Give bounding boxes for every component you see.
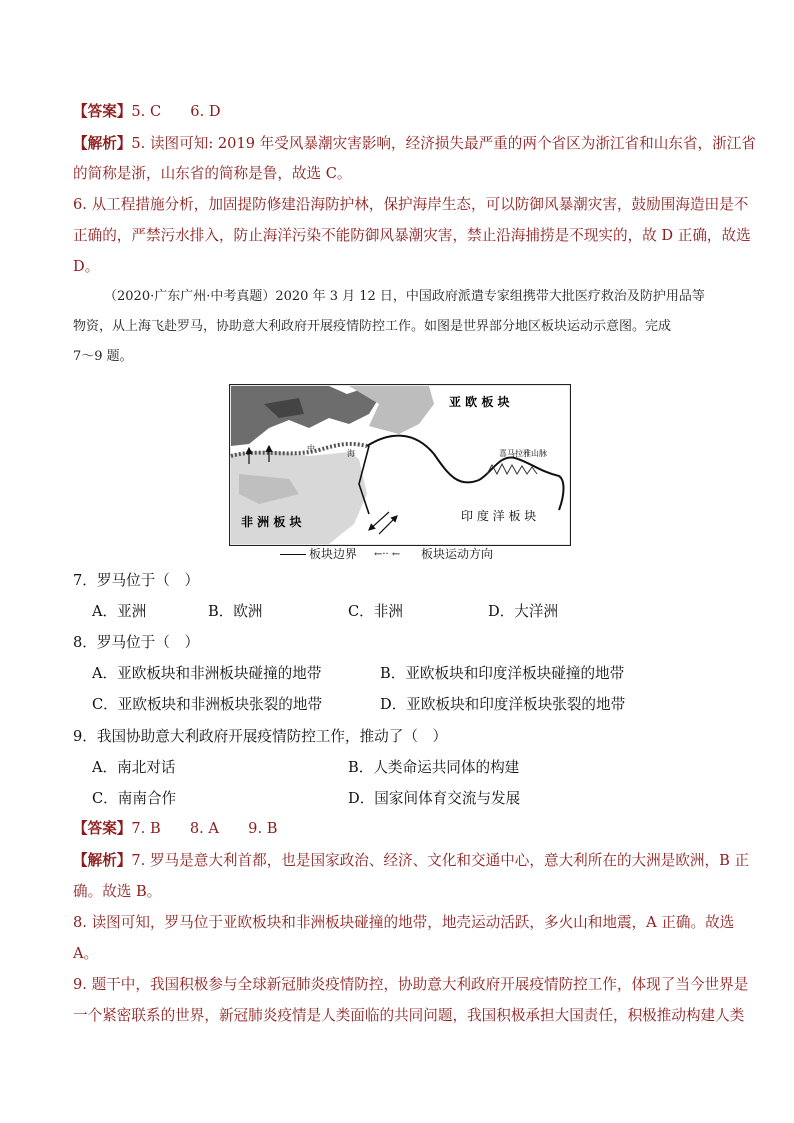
question-7-stem: 7．罗马位于（ ） (73, 572, 200, 589)
sea-label-3: 地 (279, 435, 287, 444)
question-9-option-c[interactable]: C．南南合作 (92, 790, 177, 807)
analysis-2-line-2: 确。故选 B。 (73, 883, 162, 900)
legend-boundary-label: 板块边界 (309, 547, 358, 561)
answer-line-2 (73, 818, 734, 840)
answer-text-2: 7. B 8. A 9. B (131, 820, 278, 837)
legend-direction-swatch: ←·· ← (374, 549, 401, 560)
legend-direction-label: 板块运动方向 (421, 547, 494, 561)
legend-boundary (280, 545, 357, 562)
answer-text: 5. C 6. D (131, 103, 221, 120)
question-7-option-c[interactable]: C．非洲 (348, 603, 403, 620)
analysis-1-line-5: D。 (73, 258, 100, 275)
answer-line-1 (73, 101, 734, 123)
question-7-option-b[interactable]: B．欧洲 (208, 603, 263, 620)
question-intro-line-3: 7～9 题。 (73, 349, 133, 364)
analysis-2-line-3: 8. 读图可知，罗马位于亚欧板块和非洲板块碰撞的地带，地壳运动活跃，多火山和地震，A 正确。故选 (73, 914, 735, 931)
answer-label: 【答案】 (73, 103, 132, 120)
eurasian-plate-label: 亚 欧 板 块 (449, 395, 510, 409)
analysis-2-text: 7. 罗马是意大利首都，也是国家政治、经济、文化和交通中心，意大利所在的大洲是欧洲，B 正 (131, 852, 750, 869)
question-intro-line-2: 物资，从上海飞赴罗马，协助意大利政府开展疫情防控工作。如图是世界部分地区板块运动示意图。完成 (73, 319, 672, 334)
question-8-option-d[interactable]: D．亚欧板块和印度洋板块张裂的地带 (380, 696, 626, 713)
analysis-label-2: 【解析】 (73, 852, 132, 869)
analysis-label: 【解析】 (73, 135, 132, 152)
african-plate-label: 非 洲 板 块 (241, 515, 302, 529)
question-9-option-a[interactable]: A．南北对话 (92, 759, 176, 776)
analysis-text: 5. 读图可知: 2019 年受风暴潮灾害影响，经济损失最严重的两个省区为浙江省和山东省，浙江省 (131, 135, 756, 152)
analysis-2-line-4: A。 (73, 945, 99, 962)
analysis-2-line-6: 一个紧密联系的世界，新冠肺炎疫情是人类面临的共同问题，我国积极承担大国责任，积极推动构建人类 (73, 1007, 745, 1024)
question-8-stem: 8．罗马位于（ ） (73, 634, 200, 651)
legend-boundary-swatch (280, 554, 306, 555)
analysis-1-line-3: 6. 从工程措施分析，加固提防修建沿海防护林，保护海岸生态，可以防御风暴潮灾害，鼓励围海造田是不 (73, 196, 749, 213)
indian-plate-label: 印 度 洋 板 块 (461, 509, 537, 523)
question-8-option-b[interactable]: B．亚欧板块和印度洋板块碰撞的地带 (380, 665, 625, 682)
question-8-option-a[interactable]: A．亚欧板块和非洲板块碰撞的地带 (92, 665, 322, 682)
analysis-2-line-5: 9. 题干中，我国积极参与全球新冠肺炎疫情防控，协助意大利政府开展疫情防控工作，体现了当今世界是 (73, 976, 749, 993)
question-9-option-d[interactable]: D．国家间体育交流与发展 (348, 790, 521, 807)
question-8-option-c[interactable]: C．亚欧板块和非洲板块张裂的地带 (92, 696, 323, 713)
sea-label-1: 中 (307, 444, 315, 453)
legend-direction (374, 545, 493, 562)
answer-label-2: 【答案】 (73, 820, 132, 837)
analysis-1-line-1 (73, 133, 756, 155)
question-7-option-d[interactable]: D．大洋洲 (488, 603, 559, 620)
plate-movement-map (229, 384, 571, 546)
himalaya-label: 喜马拉雅山脉 (499, 449, 547, 458)
question-9-stem: 9．我国协助意大利政府开展疫情防控工作，推动了（ ） (73, 728, 448, 745)
analysis-1-line-4: 正确的，严禁污水排入，防止海洋污染不能防御风暴潮灾害，禁止沿海捕捞是不现实的，故 D 正确，故选 (73, 227, 751, 244)
sea-label-2: 海 (347, 449, 355, 458)
question-9-option-b[interactable]: B．人类命运共同体的构建 (348, 759, 520, 776)
question-7-option-a[interactable]: A．亚洲 (92, 603, 147, 620)
analysis-2-line-1 (73, 850, 750, 872)
analysis-1-line-2: 的简称是浙，山东省的简称是鲁，故选 C。 (73, 165, 352, 182)
question-intro-line-1: （2020·广东广州·中考真题）2020 年 3 月 12 日，中国政府派遣专家组携带大批医疗救治及防护用品等 (104, 289, 705, 304)
